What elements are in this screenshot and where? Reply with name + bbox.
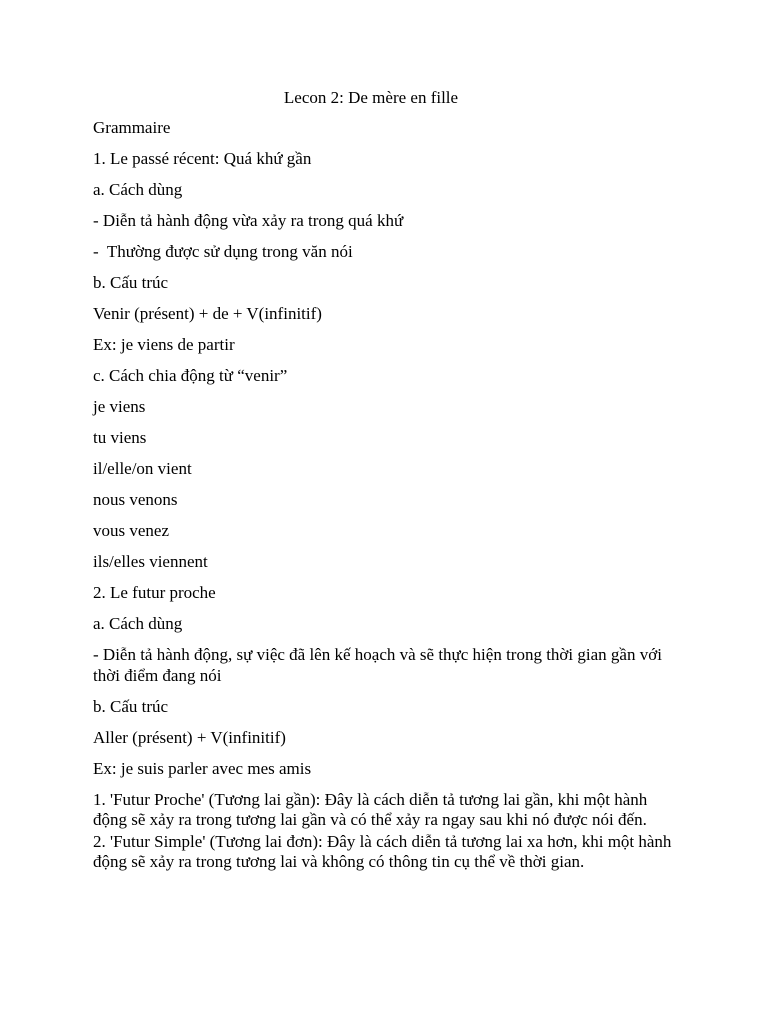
example: Ex: je viens de partir [93,335,235,354]
subheading-conjugation: c. Cách chia động từ “venir” [93,366,288,385]
paragraph-futur-proche-note: 1. 'Futur Proche' (Tương lai gần): Đây là cách diễn tả tương lai gần, khi một hành động sẽ xảy ra trong tương lai gần và có thể xảy ra ngay sau khi nó được nói đến. [93,789,652,829]
subheading-usage: a. Cách dùng [93,614,183,633]
subheading-usage: a. Cách dùng [93,180,183,199]
paragraph: - Diễn tả hành động vừa xảy ra trong quá khứ [93,211,404,230]
paragraph: Venir (présent) + de + V(infinitif) [93,304,322,323]
paragraph-futur-simple-note: 2. 'Futur Simple' (Tương lai đơn): Đây là cách diễn tả tương lai xa hơn, khi một hành động sẽ xảy ra trong tương lai và không có thông tin cụ thể về thời gian. [93,831,676,871]
page-title: Lecon 2: De mère en fille [283,88,459,107]
conjugation-line: il/elle/on vient [93,459,192,478]
conjugation-line: vous venez [93,521,170,540]
subheading-structure: b. Cấu trúc [93,696,169,716]
section-heading-passe-recent: 1. Le passé récent: Quá khứ gần [93,149,312,168]
example: Ex: je suis parler avec mes amis [93,758,312,778]
paragraph: - Thường được sử dụng trong văn nói [93,242,353,261]
conjugation-line: je viens [93,397,146,416]
conjugation-line: ils/elles viennent [93,552,208,571]
subheading-structure: b. Cấu trúc [93,273,169,292]
paragraph: Aller (présent) + V(infinitif) [93,727,286,747]
section-heading-futur-proche: 2. Le futur proche [93,583,216,602]
conjugation-line: nous venons [93,490,178,509]
section-heading-grammaire: Grammaire [93,118,171,137]
paragraph: - Diễn tả hành động, sự việc đã lên kế hoạch và sẽ thực hiện trong thời gian gần với thời điểm đang nói [93,645,667,685]
conjugation-line: tu viens [93,428,147,447]
document-body [93,118,683,883]
